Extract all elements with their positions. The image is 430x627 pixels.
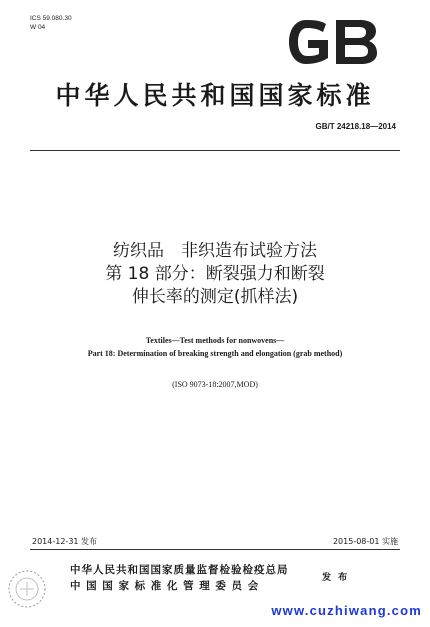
watermark-url: www.cuzhiwang.com	[271, 603, 422, 618]
logo-text: GB	[286, 18, 288, 19]
title-en-line2: Part 18: Determination of breaking strength and elongation (grab method)	[87, 349, 343, 358]
issue-word: 发 布	[322, 573, 350, 583]
standard-number: GB/T 24218.18—2014	[315, 122, 396, 131]
top-divider	[30, 150, 400, 151]
title-en-line1: Textiles—Test methods for nonwovens—	[145, 336, 285, 345]
ics-line: ICS 59.080.30	[30, 15, 72, 22]
iso-reference: (ISO 9073-18:2007,MOD)	[172, 380, 258, 389]
ics-code-block	[30, 14, 72, 32]
issuer-line1: 中华人民共和国国家质量监督检验检疫总局	[70, 564, 289, 576]
publish-date: 2014-12-31 发布	[32, 537, 98, 546]
class-line: W 04	[30, 24, 46, 31]
issuer-line2: 中 国 国 家 标 准 化 管 理 委 员 会	[70, 580, 260, 592]
title-cn-line3: 伸长率的测定(抓样法)	[131, 287, 299, 307]
bottom-divider	[30, 549, 400, 550]
implement-date: 2015-08-01 实施	[332, 537, 398, 546]
gb-logo	[286, 18, 380, 66]
title-cn-line1: 纺织品 非织造布试验方法	[113, 241, 317, 261]
title-cn-line2: 第 18 部分：断裂强力和断裂	[105, 264, 325, 284]
stamp-mark	[6, 568, 48, 610]
standard-category-title: 中华人民共和国国家标准	[55, 81, 375, 110]
